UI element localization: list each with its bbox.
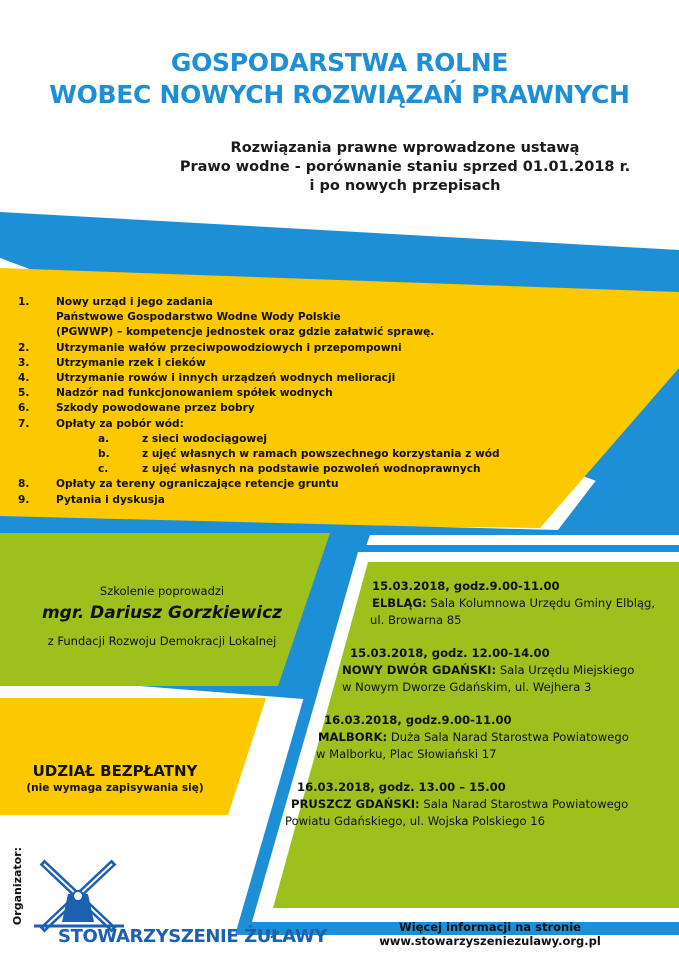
agenda-item xyxy=(18,401,538,416)
agenda-list xyxy=(18,295,538,508)
agenda-number: 9. xyxy=(18,493,30,506)
more-info xyxy=(370,920,610,948)
website-link[interactable]: www.stowarzyszeniezulawy.org.pl xyxy=(379,934,601,948)
session-2 xyxy=(342,645,634,696)
agenda-subitem-letter: c. xyxy=(98,463,109,476)
agenda-item xyxy=(18,386,538,401)
session-4 xyxy=(283,779,628,830)
agenda-subitem-letter: a. xyxy=(98,432,110,445)
agenda-text: Utrzymanie rzek i cieków xyxy=(56,356,206,369)
agenda-item xyxy=(18,417,538,432)
agenda-item xyxy=(18,477,538,492)
agenda-text: Nadzór nad funkcjonowaniem spółek wodnych xyxy=(56,387,333,400)
session-place: Sala Kolumnowa Urzędu Gminy Elbląg, xyxy=(430,596,656,610)
agenda-subitem-text: z ujęć własnych na podstawie pozwoleń wodnoprawnych xyxy=(142,463,481,476)
agenda-number: 8. xyxy=(18,478,30,491)
agenda-text: Szkody powodowane przez bobry xyxy=(56,402,255,415)
session-city: NOWY DWÓR GDAŃSKI: xyxy=(342,663,497,677)
agenda-number: 5. xyxy=(18,387,30,400)
session-place-line2: Powiatu Gdańskiego, ul. Wojska Polskiego 16 xyxy=(285,814,546,828)
session-place-line2: w Malborku, Plac Słowiański 17 xyxy=(316,747,497,761)
agenda-item xyxy=(18,295,538,310)
more-info-label: Więcej informacji na stronie xyxy=(399,920,581,934)
title-line-2: WOBEC NOWYCH ROZWIĄZAŃ PRAWNYCH xyxy=(49,80,630,109)
session-3 xyxy=(312,712,629,763)
agenda-subitem xyxy=(18,462,538,477)
participation-title: UDZIAŁ BEZPŁATNY xyxy=(32,762,198,780)
title-line-1: GOSPODARSTWA ROLNE xyxy=(170,48,509,77)
session-city: PRUSZCZ GDAŃSKI: xyxy=(291,797,420,811)
agenda-number: 4. xyxy=(18,372,30,385)
agenda-item xyxy=(18,341,538,356)
session-date: 15.03.2018, godz. 12.00-14.00 xyxy=(350,646,550,660)
agenda-subitem-text: z ujęć własnych w ramach powszechnego korzystania z wód xyxy=(142,448,500,461)
agenda-item xyxy=(18,371,538,386)
session-place: Sala Narad Starostwa Powiatowego xyxy=(423,797,629,811)
agenda-text: Utrzymanie wałów przeciwpowodziowych i przepompowni xyxy=(56,341,402,354)
session-place-line2: ul. Browarna 85 xyxy=(370,613,462,627)
session-1 xyxy=(372,578,655,629)
session-city: ELBLĄG: xyxy=(372,596,427,610)
session-place: Duża Sala Narad Starostwa Powiatowego xyxy=(390,730,629,744)
subtitle-line-3: i po nowych przepisach xyxy=(309,178,501,194)
trainer-intro: Szkolenie poprowadzi xyxy=(99,584,225,598)
organizer-label: Organizator: xyxy=(11,846,24,926)
agenda-number: 2. xyxy=(18,341,30,354)
agenda-number: 3. xyxy=(18,356,30,369)
session-place: Sala Urzędu Miejskiego xyxy=(499,663,635,677)
agenda-subitem-letter: b. xyxy=(98,448,110,461)
session-date: 15.03.2018, godz.9.00-11.00 xyxy=(372,579,560,593)
agenda-subitem-text: z sieci wodociągowej xyxy=(142,432,268,445)
agenda-text: Opłaty za tereny ograniczające retencje gruntu xyxy=(56,478,339,491)
agenda-text: Opłaty za pobór wód: xyxy=(56,417,184,430)
agenda-continuation: (PGWWP) – kompetencje jednostek oraz gdzie załatwić sprawę. xyxy=(56,326,435,339)
participation-note: (nie wymaga zapisywania się) xyxy=(26,782,204,794)
subtitle-line-1: Rozwiązania prawne wprowadzone ustawą xyxy=(230,140,580,156)
agenda-text: Nowy urząd i jego zadania xyxy=(56,296,213,308)
agenda-item xyxy=(18,493,538,508)
subtitle-line-2: Prawo wodne - porównanie staniu sprzed 01.01.2018 r. xyxy=(179,159,631,175)
session-date: 16.03.2018, godz.9.00-11.00 xyxy=(324,713,512,727)
agenda-continuation: Państwowe Gospodarstwo Wodne Wody Polskie xyxy=(56,311,341,324)
agenda-text: Pytania i dyskusja xyxy=(56,493,165,506)
agenda-subitem xyxy=(18,432,538,447)
agenda-item xyxy=(18,356,538,371)
agenda-number: 1. xyxy=(18,296,30,308)
yellow-free-panel xyxy=(0,698,266,815)
organizer-name: STOWARZYSZENIE ŻUŁAWY xyxy=(58,926,327,947)
agenda-subitem xyxy=(18,447,538,462)
agenda-text: Utrzymanie rowów i innych urządzeń wodnych melioracji xyxy=(56,372,396,385)
white-wedge xyxy=(0,815,228,850)
agenda-number: 7. xyxy=(18,417,30,430)
session-city: MALBORK: xyxy=(318,730,388,744)
session-date: 16.03.2018, godz. 13.00 – 15.00 xyxy=(297,780,506,794)
agenda-number: 6. xyxy=(18,402,30,415)
trainer-organization: z Fundacji Rozwoju Demokracji Lokalnej xyxy=(47,634,277,648)
session-place-line2: w Nowym Dworze Gdańskim, ul. Wejhera 3 xyxy=(342,680,592,694)
trainer-name: mgr. Dariusz Gorzkiewicz xyxy=(41,603,283,623)
